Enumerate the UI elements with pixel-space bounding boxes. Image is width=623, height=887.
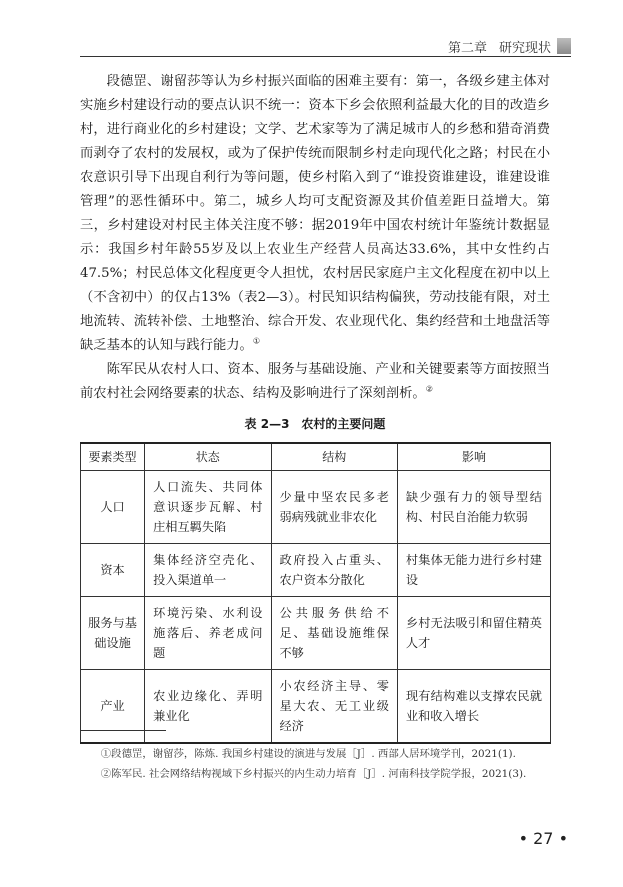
table-row <box>81 597 551 670</box>
table-header-row <box>81 443 551 471</box>
cell-impact: 现有结构难以支撑农民就业和收入增长 <box>397 670 550 744</box>
cell-type: 产业 <box>81 670 145 744</box>
paragraph-2 <box>80 358 550 406</box>
chapter-label: 第二章 <box>447 40 487 56</box>
cell-state: 农业边缘化、弄明兼业化 <box>145 670 271 744</box>
paragraph-2-text: 陈军民从农村人口、资本、服务与基础设施、产业和关键要素等方面按照当前农村社会网络要素的状态、结构及影响进行了深刻剖析。 <box>80 362 550 401</box>
cell-state: 环境污染、水利设施落后、养老成问题 <box>145 597 271 670</box>
cell-type: 资本 <box>81 544 145 597</box>
cell-structure: 小农经济主导、零星大农、无工业级经济 <box>271 670 397 744</box>
cell-impact: 村集体无能力进行乡村建设 <box>397 544 550 597</box>
footnote-1: ①段德罡，谢留莎，陈炼. 我国乡村建设的演进与发展［J］. 西部人居环境学刊，2021(1). <box>100 748 516 760</box>
main-text <box>80 70 550 744</box>
header-structure: 结构 <box>271 443 397 471</box>
cell-state: 集体经济空壳化、投入渠道单一 <box>145 544 271 597</box>
footnote-rule <box>80 730 166 731</box>
paragraph-1 <box>80 70 550 358</box>
footnote-ref-2: ② <box>425 384 433 394</box>
header-rule <box>80 56 571 57</box>
cell-impact: 缺少强有力的领导型结构、村民自治能力软弱 <box>397 471 550 544</box>
cell-structure: 公共服务供给不足、基础设施维保不够 <box>271 597 397 670</box>
footnote-ref-1: ① <box>252 336 261 346</box>
cell-impact: 乡村无法吸引和留住精英人才 <box>397 597 550 670</box>
section-title: 研究现状 <box>498 40 551 56</box>
running-header <box>448 37 571 55</box>
table-row <box>81 471 551 544</box>
cell-structure: 政府投入占重头、农户资本分散化 <box>271 544 397 597</box>
footnote-2: ②陈军民. 社会网络结构视域下乡村振兴的内生动力培育［J］. 河南科技学院学报，2021(3). <box>100 768 527 780</box>
header-impact: 影响 <box>397 443 550 471</box>
table-row <box>81 670 551 744</box>
footnotes <box>80 746 550 786</box>
cell-state: 人口流失、共同体意识逐步瓦解、村庄相互羁失陷 <box>145 471 271 544</box>
cell-type: 服务与基础设施 <box>81 597 145 670</box>
table-row <box>81 544 551 597</box>
table-caption: 表 2—3 农村的主要问题 <box>244 417 386 431</box>
cell-structure: 少量中坚农民多老弱病残就业非农化 <box>271 471 397 544</box>
header-tab-marker <box>557 38 571 54</box>
header-type: 要素类型 <box>81 443 145 471</box>
cell-type: 人口 <box>81 471 145 544</box>
paragraph-1-text: 段德罡、谢留莎等认为乡村振兴面临的困难主要有：第一，各级乡建主体对实施乡村建设行动的要点认识不统一：资本下乡会依照利益最大化的目的改造乡村，进行商业化的乡村建设；文学、艺术家等为了满足城市人的乡愁和猎奇消费而剥夺了农村的发展权，或为了保护传统而限制乡村走向现代化之路；村民在小农意识引导下出现自利行为等问题，使乡村陷入到了“谁投资谁建设，谁建设谁管理”的恶性循环中。第二，城乡人均可支配资源及其价值差距日益增大。第三，乡村建设对村民主体关注度不够：据2019年中国农村统计年鉴统计数据显示：我国乡村年龄55岁及以上农业生产经营人员高达33.6%，其中女性约占47.5%；村民总体文化程度更令人担忧，农村居民家庭户主文化程度在初中以上（不含初中）的仅占13%（表2—3）。村民知识结构偏狭，劳动技能有限，对土地流转、流转补偿、土地整治、综合开发、农业现代化、集约经营和土地盘活等缺乏基本的认知与践行能力。 <box>80 74 550 353</box>
page-number: • 27 • <box>518 829 568 848</box>
header-state: 状态 <box>145 443 271 471</box>
problems-table <box>80 442 551 744</box>
